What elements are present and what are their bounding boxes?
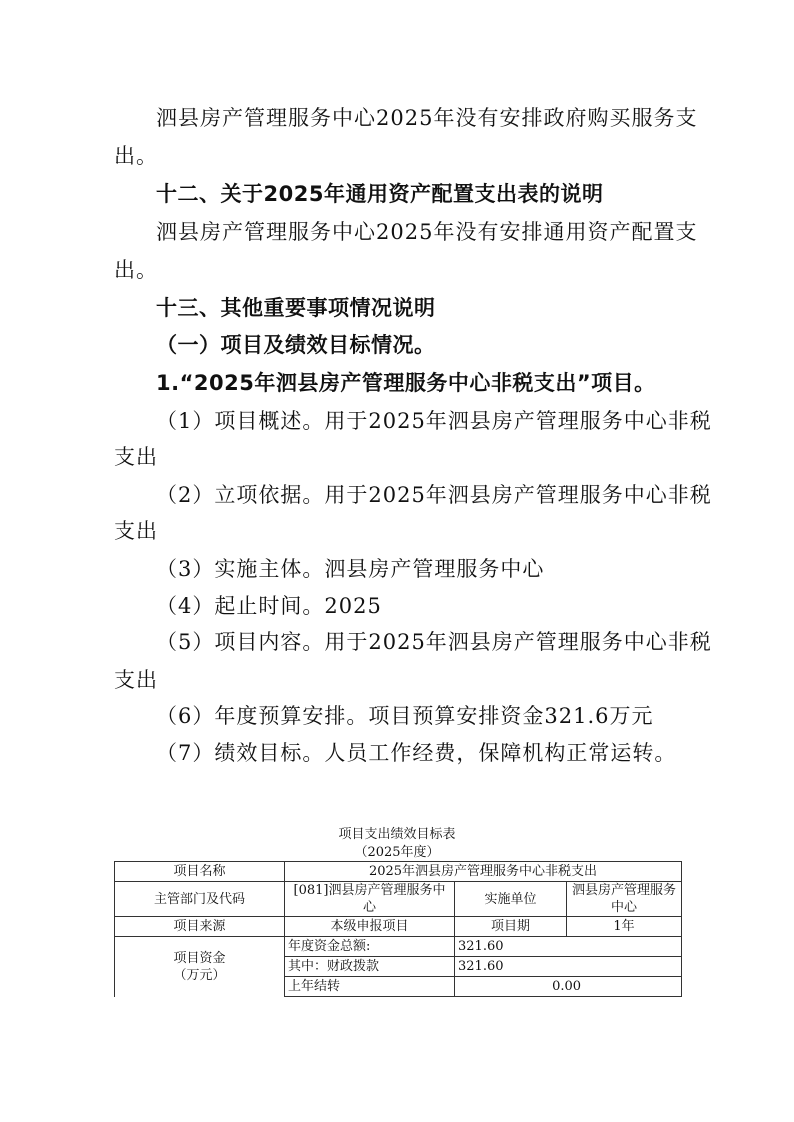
table-row <box>115 917 682 937</box>
carry-value: 0.00 <box>455 977 682 997</box>
funds-label-line-1: 项目资金 <box>173 950 226 966</box>
table-subtitle: （2025年度） <box>354 845 440 860</box>
item-period: （4）起止时间。2025 <box>156 594 382 618</box>
project-name-value: 2025年泗县房产管理服务中心非税支出 <box>285 862 682 882</box>
item-basis-line-2: 支出 <box>114 519 158 543</box>
item-content-line-1: （5）项目内容。用于2025年泗县房产管理服务中心非税 <box>156 630 712 654</box>
subsection-heading: （一）项目及绩效目标情况。 <box>156 333 436 357</box>
period-value: 1年 <box>567 917 682 937</box>
dept-label: 主管部门及代码 <box>115 882 285 917</box>
item-goal: （7）绩效目标。人员工作经费，保障机构正常运转。 <box>156 741 677 765</box>
performance-table <box>114 861 682 997</box>
fiscal-label: 其中：财政拨款 <box>285 957 455 977</box>
project-name-label: 项目名称 <box>115 862 285 882</box>
source-label: 项目来源 <box>115 917 285 937</box>
table-row <box>115 862 682 882</box>
carry-label: 上年结转 <box>285 977 455 997</box>
item-implementer: （3）实施主体。泗县房产管理服务中心 <box>156 557 545 581</box>
table-row <box>115 937 682 957</box>
item-basis-line-1: （2）立项依据。用于2025年泗县房产管理服务中心非税 <box>156 483 712 507</box>
project-heading: 1.“2025年泗县房产管理服务中心非税支出”项目。 <box>156 371 656 395</box>
paragraph-1-line-1: 泗县房产管理服务中心2025年没有安排政府购买服务支 <box>156 106 698 130</box>
item-content-line-2: 支出 <box>114 668 158 692</box>
item-overview-line-1: （1）项目概述。用于2025年泗县房产管理服务中心非税 <box>156 409 712 433</box>
funds-label <box>115 937 285 997</box>
dept-value: [081]泗县房产管理服务中心 <box>285 882 455 917</box>
impl-value: 泗县房产管理服务中心 <box>567 882 682 917</box>
impl-label: 实施单位 <box>455 882 567 917</box>
item-overview-line-2: 支出 <box>114 445 158 469</box>
total-label: 年度资金总额: <box>285 937 455 957</box>
paragraph-2-line-1: 泗县房产管理服务中心2025年没有安排通用资产配置支 <box>156 220 698 244</box>
period-label: 项目期 <box>455 917 567 937</box>
paragraph-1-line-2: 出。 <box>114 144 158 168</box>
source-value: 本级申报项目 <box>285 917 455 937</box>
total-value: 321.60 <box>455 937 682 957</box>
table-row <box>115 882 682 917</box>
section-heading-13: 十三、其他重要事项情况说明 <box>156 296 436 320</box>
item-budget: （6）年度预算安排。项目预算安排资金321.6万元 <box>156 704 654 728</box>
section-heading-12: 十二、关于2025年通用资产配置支出表的说明 <box>156 182 604 206</box>
funds-label-line-2: （万元） <box>173 967 226 983</box>
paragraph-2-line-2: 出。 <box>114 258 158 282</box>
table-title: 项目支出绩效目标表 <box>338 827 456 842</box>
fiscal-value: 321.60 <box>455 957 682 977</box>
